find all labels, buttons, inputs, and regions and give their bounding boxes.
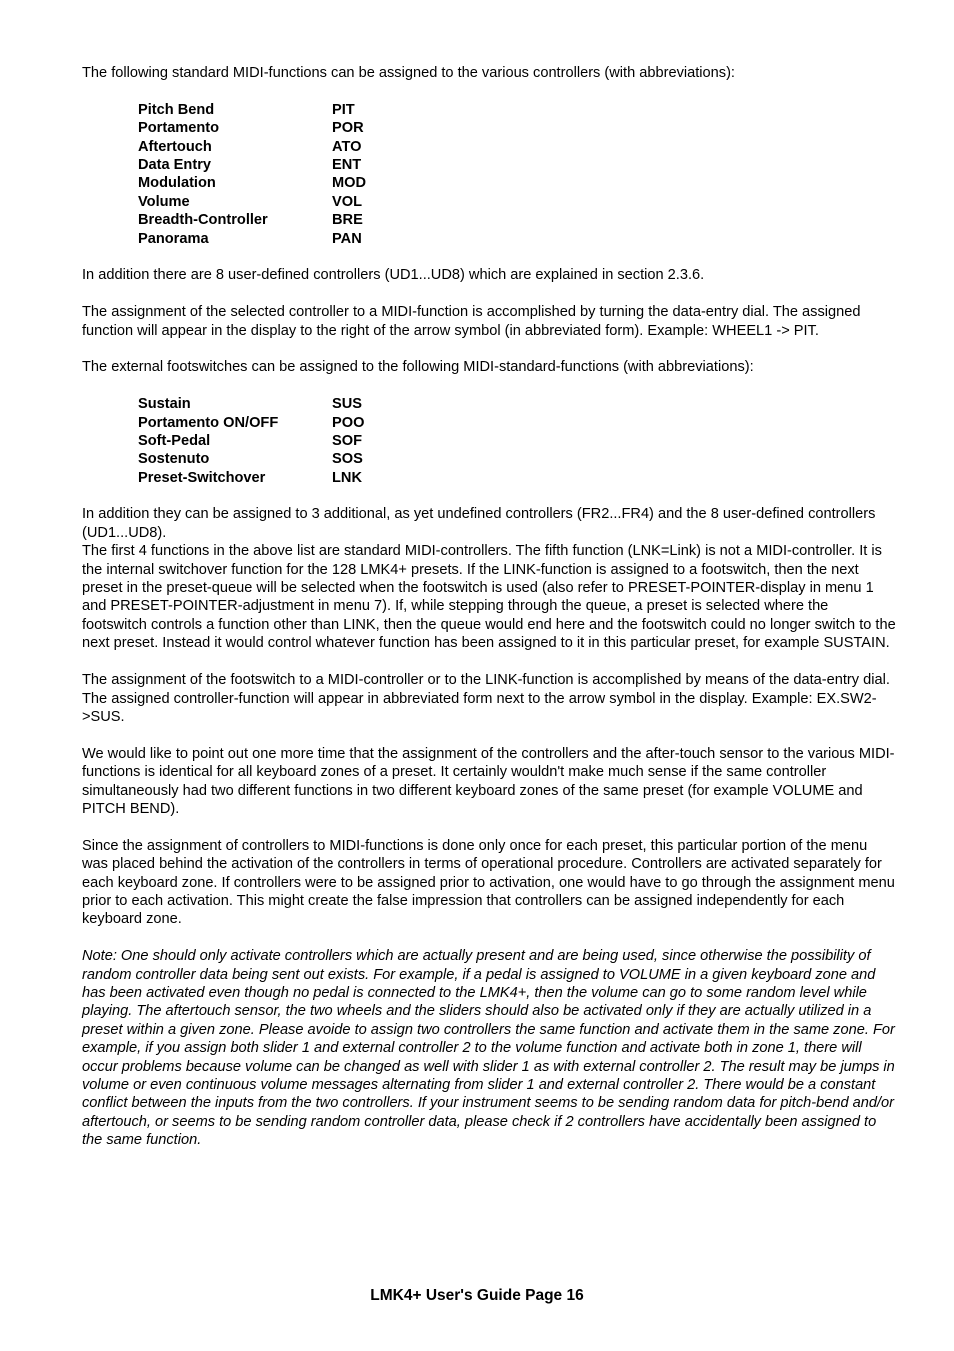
table-row <box>138 156 897 174</box>
paragraph-footswitch-assignment: The assignment of the footswitch to a MIDI-controller or to the LINK-function is accomplished by means of the data-entry dial. The assigned controller-function will appear in abbreviated form next to the arrow symbol in the display. Example: EX.SW2->SUS. <box>82 672 890 725</box>
function-abbr: MOD <box>332 175 367 192</box>
table-row <box>138 119 897 137</box>
function-abbr: SUS <box>332 396 363 413</box>
table-row <box>138 414 897 432</box>
function-abbr: VOL <box>332 193 362 210</box>
table-row <box>138 101 897 119</box>
paragraph-note: Note: One should only activate controllers which are actually present and are being used, since otherwise the possibility of random controller data being sent out exists. For example, if a pedal is assigned to VOLUME in a given keyboard zone and has been activated even though no pedal is connected to the LMK4+, then the volume can go to some random level while playing. The aftertouch sensor, the two wheels and the sliders should also be activated only if they are actually utilized in a preset within a given zone. Please avoide to assign two controllers the same function and activate them in the same zone. For example, if you assign both slider 1 and external controller 2 to the volume function and activate both in zone 1, there will occur problems because volume can be changed as well with slider 1 as with external controller 2. The result may be jumps in volume or even continuous volume messages alternating from slider 1 and external controller 2. There would be a constant conflict between the inputs from the two controllers. If your instrument seems to be sending random data for pitch-bend and/or aftertouch, or seems to be sending random controller data, please check if 2 controllers have accidentally been assigned to the same function. <box>82 948 895 1149</box>
table-row <box>138 193 897 211</box>
function-name: Volume <box>138 193 190 210</box>
function-name: Soft-Pedal <box>138 432 211 449</box>
paragraph-menu-order: Since the assignment of controllers to MIDI-functions is done only once for each preset, this particular portion of the menu was placed behind the activation of the controllers in terms of operational procedure. Controllers are activated separately for each keyboard zone. If controllers were to be assigned prior to activation, one would have to go through the assignment menu prior to each activation. This might create the false impression that controllers can be assigned independently for each keyboard zone. <box>82 837 895 928</box>
function-name: Panorama <box>138 230 209 247</box>
function-abbr: SOF <box>332 432 362 449</box>
function-abbr: SOS <box>332 451 363 468</box>
function-abbr: LNK <box>332 469 362 486</box>
paragraph-intro-controllers: The following standard MIDI-functions can be assigned to the various controllers (with abbreviations): <box>82 65 735 81</box>
function-name: Data Entry <box>138 156 211 173</box>
function-name: Preset-Switchover <box>138 469 266 486</box>
function-name: Portamento ON/OFF <box>138 414 279 431</box>
function-abbr: POO <box>332 414 365 431</box>
paragraph-link-function: The first 4 functions in the above list are standard MIDI-controllers. The fifth function (LNK=Link) is not a MIDI-controller. It is the internal switchover function for the 128 LMK4+ presets. If the LINK-function is assigned to a footswitch, then the next preset in the preset-queue will be selected when the footswitch is used (also refer to PRESET-POINTER-display in menu 1 and PRESET-POINTER-adjustment in menu 7). If, while stepping through the queue, a preset is selected where the footswitch controls a function other than LINK, then the queue would end here and the footswitch could no longer switch to the next preset. Instead it would control whatever function has been assigned to it in this particular preset, for example SUSTAIN. <box>82 543 896 652</box>
function-abbr: ATO <box>332 138 362 155</box>
function-name: Aftertouch <box>138 138 212 155</box>
function-name: Pitch Bend <box>138 101 215 118</box>
paragraph-user-defined: In addition there are 8 user-defined controllers (UD1...UD8) which are explained in section 2.3.6. <box>82 267 705 284</box>
table-row <box>138 432 897 450</box>
function-abbr: PIT <box>332 101 355 118</box>
footswitch-function-table <box>138 395 897 487</box>
function-name: Modulation <box>138 175 216 192</box>
table-row <box>138 211 897 229</box>
function-name: Breadth-Controller <box>138 212 268 229</box>
table-row <box>138 469 897 487</box>
table-row <box>138 138 897 156</box>
function-name: Portamento <box>138 120 220 137</box>
paragraph-intro-footswitches: The external footswitches can be assigned to the following MIDI-standard-functions (with abbreviations): <box>82 359 754 376</box>
controller-function-table <box>138 101 897 248</box>
function-abbr: PAN <box>332 230 362 247</box>
page-footer: LMK4+ User's Guide Page 16 <box>370 1287 584 1304</box>
paragraph-zones-identical: We would like to point out one more time that the assignment of the controllers and the after-touch sensor to the various MIDI-functions is identical for all keyboard zones of a preset. It certainly wouldn't make much sense if the same controller simultaneously had two different functions in two different keyboard zones of the same preset (for example VOLUME and PITCH BEND). <box>82 745 895 817</box>
paragraph-additional-controllers: In addition they can be assigned to 3 additional, as yet undefined controllers (FR2...FR4) and the 8 user-defined controllers (UD1...UD8). <box>82 506 876 541</box>
table-row <box>138 230 897 248</box>
function-abbr: POR <box>332 120 364 137</box>
table-row <box>138 395 897 413</box>
function-name: Sustain <box>138 396 191 413</box>
table-row <box>138 174 897 192</box>
function-abbr: ENT <box>332 156 362 173</box>
paragraph-assignment-dial: The assignment of the selected controller to a MIDI-function is accomplished by turning the data-entry dial. The assigned function will appear in the display to the right of the arrow symbol (in abbreviated form). Example: WHEEL1 -> PIT. <box>82 304 861 339</box>
function-abbr: BRE <box>332 212 363 229</box>
function-name: Sostenuto <box>138 451 210 468</box>
table-row <box>138 450 897 468</box>
document-page <box>82 64 897 1168</box>
